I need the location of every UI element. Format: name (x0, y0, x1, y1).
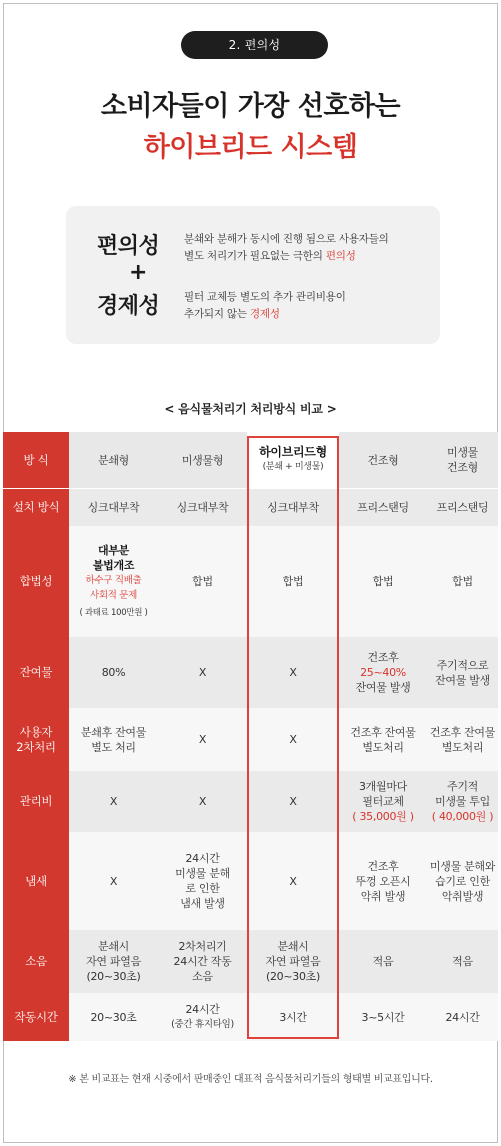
header-microbe-dryer (427, 432, 498, 488)
table-row-secondary (3, 708, 498, 771)
row-label-secondary (3, 708, 69, 771)
residue-hybrid: X (247, 637, 339, 708)
residue-dryer (339, 637, 427, 708)
noise-hybrid-b: 자연 파열음 (265, 955, 321, 968)
plus-sign: + (129, 260, 148, 285)
secondary-dryer-a: 건조후 잔여물 (350, 725, 416, 739)
row-label-legality: 합법성 (3, 526, 69, 637)
odor-grinder: X (69, 832, 158, 930)
economy-highlight: 경제성 (249, 308, 280, 320)
noise-microbe-dryer: 적음 (427, 930, 498, 993)
odor-microbe-d: 냄새 발생 (180, 897, 225, 910)
table-row-legality (3, 526, 498, 637)
section-badge: 2. 편의성 (181, 31, 328, 59)
maintenance-microbe: X (158, 771, 247, 832)
runtime-microbe-a: 24시간 (185, 1003, 220, 1016)
residue-microbe-dryer-a: 주기적으로 (436, 658, 489, 672)
header-hybrid-title: 하이브리드형 (259, 445, 327, 459)
noise-microbe-b: 24시간 작동 (173, 955, 232, 968)
footnote: ※ 본 비교표는 현재 시중에서 판매중인 대표적 음식물처리기들의 형태별 비교표입니다. (68, 1074, 433, 1085)
noise-hybrid-a: 분쇄시 (277, 940, 309, 953)
convenience-desc-text: 별도 처리기가 필요없는 극한의 (184, 250, 326, 262)
residue-microbe-dryer-b: 잔여물 발생 (435, 673, 490, 687)
maintenance-dryer (339, 771, 427, 832)
row-label-residue: 잔여물 (3, 637, 69, 708)
legality-dryer: 합법 (339, 526, 427, 637)
convenience-desc-line-1: 분쇄와 분해가 동시에 진행 됨으로 사용자들의 (184, 233, 389, 245)
install-grinder: 싱크대부착 (69, 489, 158, 526)
maintenance-microbe-dryer (427, 771, 498, 832)
residue-microbe-dryer (427, 637, 498, 708)
odor-dryer-a: 건조후 (367, 859, 399, 873)
header-microbe-dryer-a: 미생물 (447, 446, 478, 459)
residue-microbe: X (158, 637, 247, 708)
legality-grinder-e: ( 과태료 100만원 ) (79, 607, 148, 618)
maintenance-hybrid: X (247, 771, 339, 832)
headline-line-1: 소비자들이 가장 선호하는 (100, 91, 401, 122)
headline-line-2: 하이브리드 시스템 (143, 132, 358, 163)
runtime-hybrid: 3시간 (247, 993, 339, 1041)
odor-microbe-dryer-b: 습기로 인한 (435, 874, 490, 888)
maintenance-dryer-c: ( 35,000원 ) (352, 810, 414, 823)
table-row-odor (3, 832, 498, 930)
row-label-install: 설치 방식 (3, 489, 69, 526)
table-row-maintenance (3, 771, 498, 832)
maintenance-microbe-dryer-c: ( 40,000원 ) (431, 810, 494, 823)
secondary-dryer (339, 708, 427, 771)
table-row-noise (3, 930, 498, 993)
secondary-microbe: X (158, 708, 247, 771)
odor-microbe-a: 24시간 (185, 852, 220, 865)
row-label-maintenance: 관리비 (3, 771, 69, 832)
odor-microbe-dryer-c: 악취발생 (441, 889, 484, 903)
secondary-microbe-dryer-b: 별도처리 (441, 740, 484, 754)
maintenance-dryer-a: 3개월마다 (358, 780, 407, 793)
odor-microbe-dryer (427, 832, 498, 930)
noise-microbe-a: 2차처리기 (178, 940, 227, 953)
residue-grinder: 80% (69, 637, 158, 708)
economy-desc-line-2 (184, 306, 424, 323)
odor-microbe-b: 미생물 분해 (175, 867, 230, 880)
header-hybrid-sub: (분쇄 + 미생물) (262, 462, 324, 472)
secondary-grinder-b: 별도 처리 (91, 740, 136, 754)
runtime-grinder: 20~30초 (69, 993, 158, 1041)
install-microbe-dryer: 프리스탠딩 (427, 489, 498, 526)
legality-grinder-c: 하수구 직배출 (85, 574, 142, 586)
noise-grinder (69, 930, 158, 993)
header-microbe: 미생물형 (158, 432, 247, 488)
odor-dryer (339, 832, 427, 930)
noise-grinder-b: 자연 파열음 (86, 955, 141, 968)
secondary-grinder (69, 708, 158, 771)
secondary-microbe-dryer-a: 건조후 잔여물 (429, 725, 496, 739)
legality-grinder (69, 526, 158, 637)
table-row-header (3, 432, 498, 488)
secondary-grinder-a: 분쇄후 잔여물 (80, 725, 147, 739)
convenience-highlight: 편의성 (325, 250, 356, 262)
row-label-secondary-b: 2차처리 (16, 739, 56, 754)
maintenance-dryer-b: 필터교체 (362, 795, 404, 808)
legality-grinder-b: 불법개조 (92, 558, 135, 572)
noise-hybrid (247, 930, 339, 993)
odor-microbe-dryer-a: 미생물 분해와 (429, 859, 496, 873)
secondary-dryer-b: 별도처리 (362, 740, 404, 754)
odor-microbe (158, 832, 247, 930)
legality-grinder-d: 사회적 문제 (89, 589, 138, 601)
legality-hybrid: 합법 (247, 526, 339, 637)
runtime-microbe-dryer: 24시간 (427, 993, 498, 1041)
economy-desc-line-1: 필터 교체등 별도의 추가 관리비용이 (184, 291, 346, 303)
secondary-microbe-dryer (427, 708, 498, 771)
row-label-secondary-a: 사용자 (19, 724, 53, 739)
odor-hybrid: X (247, 832, 339, 930)
runtime-microbe (158, 993, 247, 1041)
convenience-description (184, 231, 434, 265)
install-hybrid: 싱크대부착 (247, 489, 339, 526)
row-label-runtime: 작동시간 (3, 993, 69, 1041)
legality-microbe-dryer: 합법 (427, 526, 498, 637)
comparison-title: < 음식물처리기 처리방식 비교 > (164, 402, 337, 416)
runtime-microbe-b: (중간 휴지타임) (171, 1019, 234, 1030)
secondary-hybrid: X (247, 708, 339, 771)
maintenance-microbe-dryer-a: 주기적 (447, 780, 478, 793)
odor-microbe-c: 로 인한 (185, 882, 220, 895)
row-label-noise: 소음 (3, 930, 69, 993)
odor-dryer-b: 뚜껑 오픈시 (355, 874, 411, 888)
odor-dryer-c: 악취 발생 (360, 889, 406, 903)
header-grinder: 분쇄형 (69, 432, 158, 488)
legality-grinder-a: 대부분 (98, 543, 129, 557)
residue-dryer-c: 잔여물 발생 (355, 681, 411, 694)
residue-dryer-a: 건조후 (367, 651, 399, 664)
row-label-method: 방 식 (3, 432, 69, 488)
maintenance-grinder: X (69, 771, 158, 832)
convenience-desc-line-2 (184, 248, 434, 265)
row-label-odor: 냄새 (3, 832, 69, 930)
header-microbe-dryer-b: 건조형 (447, 461, 478, 474)
table-row-install (3, 488, 498, 526)
table-row-residue (3, 637, 498, 708)
table-row-runtime (3, 993, 498, 1041)
maintenance-microbe-dryer-b: 미생물 투입 (435, 795, 490, 808)
noise-microbe (158, 930, 247, 993)
install-microbe: 싱크대부착 (158, 489, 247, 526)
header-hybrid (247, 432, 339, 488)
noise-grinder-c: (20~30초) (86, 970, 141, 983)
noise-dryer: 적음 (339, 930, 427, 993)
economy-description (184, 289, 424, 323)
legality-microbe: 합법 (158, 526, 247, 637)
noise-hybrid-c: (20~30초) (265, 970, 321, 983)
economy-desc-text: 추가되지 않는 (184, 308, 250, 320)
keyword-convenience: 편의성 (97, 234, 160, 259)
runtime-dryer: 3~5시간 (339, 993, 427, 1041)
install-dryer: 프리스탠딩 (339, 489, 427, 526)
keyword-economy: 경제성 (97, 294, 160, 319)
header-dryer: 건조형 (339, 432, 427, 488)
noise-grinder-a: 분쇄시 (98, 940, 129, 953)
residue-dryer-b: 25~40% (360, 666, 406, 679)
summary-box (66, 206, 440, 344)
noise-microbe-c: 소음 (192, 970, 213, 983)
